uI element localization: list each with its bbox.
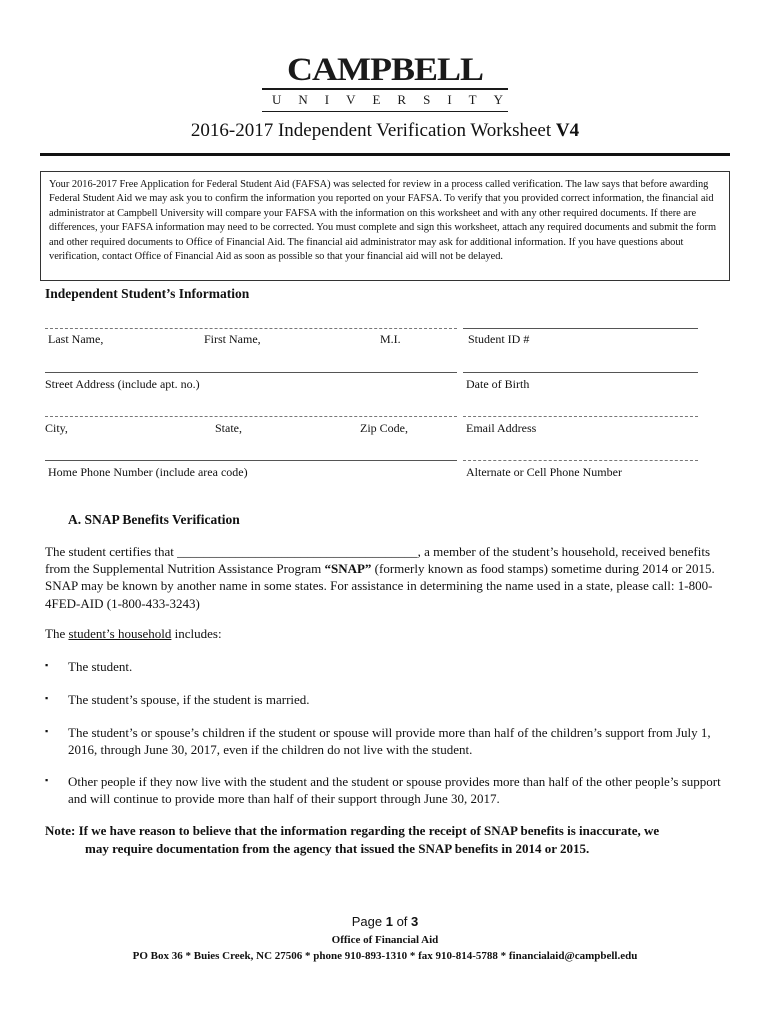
last-name-label: Last Name, — [48, 332, 104, 346]
cell-phone-field[interactable] — [463, 460, 698, 461]
cell-phone-label: Alternate or Cell Phone Number — [466, 465, 622, 479]
household-intro — [45, 625, 730, 642]
page-of: of — [392, 914, 412, 929]
household-post: includes: — [171, 626, 222, 641]
logo-wordmark: CAMPBELL — [286, 50, 483, 88]
snap-note — [45, 822, 730, 858]
logo-divider — [262, 88, 508, 90]
list-item-text: Other people if they now live with the student and the student or spouse provides more than half of the other people’s support and will continue to provide more than half of their support through June 30, 2017. — [68, 774, 721, 807]
zip-label: Zip Code, — [360, 421, 408, 435]
street-address-label: Street Address (include apt. no.) — [45, 377, 200, 391]
city-state-zip-field[interactable] — [45, 416, 457, 417]
student-info-heading: Independent Student’s Information — [45, 286, 250, 301]
footer-office: Office of Financial Aid — [331, 934, 439, 946]
logo-underline — [262, 111, 508, 112]
email-label: Email Address — [466, 421, 537, 435]
first-name-label: First Name, — [204, 332, 261, 346]
note-text-a: If we have reason to believe that the information regarding the receipt of SNAP benefits is inaccurate, we — [78, 823, 660, 838]
snap-section-heading: A. SNAP Benefits Verification — [68, 512, 240, 527]
list-item-text: The student’s spouse, if the student is married. — [68, 692, 310, 707]
mi-label: M.I. — [380, 332, 401, 346]
snap-term: “SNAP” — [324, 561, 372, 577]
title-version: V4 — [555, 120, 580, 141]
home-phone-field[interactable] — [45, 460, 457, 461]
email-field[interactable] — [463, 416, 698, 417]
bullet-icon: ▪ — [45, 693, 49, 703]
bullet-icon: ▪ — [45, 775, 49, 785]
campbell-university-logo — [262, 50, 520, 112]
household-pre: The — [45, 626, 69, 641]
title-divider — [40, 153, 730, 156]
bullet-icon: ▪ — [45, 660, 49, 670]
page-number — [0, 914, 770, 929]
student-id-label: Student ID # — [468, 332, 530, 346]
logo-subtitle: UNIVERSITY — [272, 92, 520, 107]
note-text-b: may require documentation from the agency that issued the SNAP benefits in 2014 or 2015. — [85, 841, 590, 856]
street-address-field[interactable] — [45, 372, 457, 373]
verification-notice: Your 2016-2017 Free Application for Federal Student Aid (FAFSA) was selected for review in a process called verification. The law says that before awarding Federal Student Aid we may ask you to confirm the information you reported on your FAFSA. To verify that you provided correct information, the financial aid administrator at Campbell University will compare your FAFSA with the information on this worksheet and with any other required documents. If there are differences, your FAFSA information may need to be corrected. You must complete and sign this worksheet, attach any required documents and submit the form and other required documents to Office of Financial Aid. The financial aid administrator may ask for additional information. If you have questions about verification, contact Office of Financial Aid as soon as possible so that your financial aid will not be delayed. — [40, 171, 730, 281]
date-of-birth-field[interactable] — [463, 372, 698, 373]
bullet-icon: ▪ — [45, 726, 49, 736]
list-item-text: The student. — [68, 659, 133, 674]
snap-certification-paragraph — [45, 543, 730, 612]
student-id-field[interactable] — [463, 328, 698, 329]
snap-text-a: The student certifies that _____________________________________, a member of the student’s household, received benefits from the Supplemental Nutrition Assistance Program — [45, 544, 711, 577]
page-current: 1 — [385, 914, 393, 929]
household-underlined: student’s household — [68, 626, 172, 641]
page-pre: Page — [351, 914, 386, 929]
page-title — [0, 120, 770, 142]
snap-text-b: (formerly known as food stamps) sometime during 2014 or 2015. SNAP may be known by another name in some states. For assistance in determining the name used in a state, please call: 1-800-4FED-AID (1-800-433-3243) — [45, 561, 715, 611]
city-label: City, — [45, 421, 68, 435]
note-label: Note: — [45, 823, 76, 838]
page-total: 3 — [411, 914, 419, 929]
list-item-text: The student’s or spouse’s children if the student or spouse will provide more than half of the children’s support from July 1, 2016, through June 30, 2017, even if the children do not live with the student. — [68, 725, 711, 758]
home-phone-label: Home Phone Number (include area code) — [48, 465, 248, 479]
date-of-birth-label: Date of Birth — [466, 377, 530, 391]
title-text: 2016-2017 Independent Verification Worksheet — [190, 120, 556, 141]
footer-address: PO Box 36 * Buies Creek, NC 27506 * phone 910-893-1310 * fax 910-814-5788 * financialaid@campbell.edu — [132, 950, 638, 962]
name-field[interactable] — [45, 328, 457, 329]
state-label: State, — [215, 421, 242, 435]
